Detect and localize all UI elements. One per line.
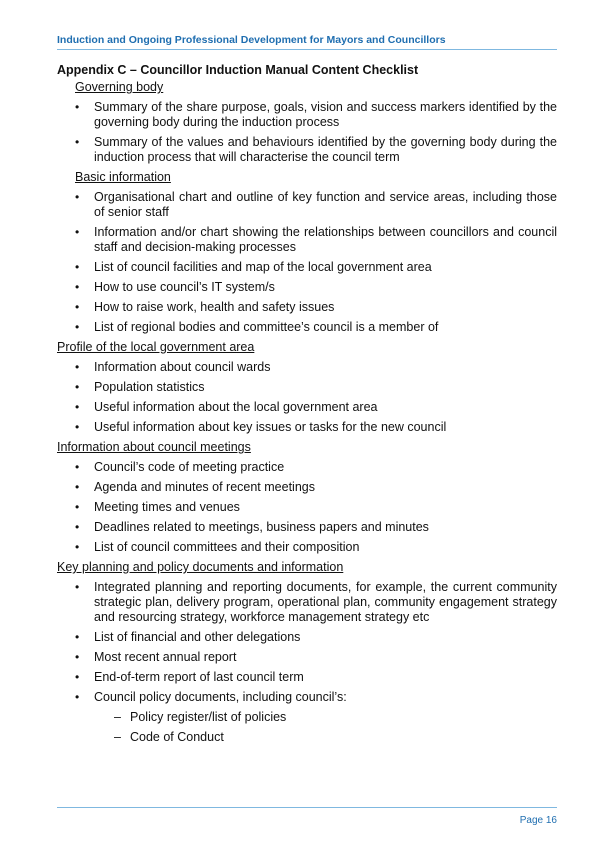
bullet-icon: •: [75, 260, 80, 274]
list-item: • Summary of the share purpose, goals, vision and success markers identified by the governing body during the induction process: [75, 100, 557, 129]
bullet-list: [57, 360, 557, 435]
appendix-title: Appendix C – Councillor Induction Manual Content Checklist: [57, 63, 419, 77]
running-header: Induction and Ongoing Professional Development for Mayors and Councillors: [57, 34, 557, 50]
list-item: • List of regional bodies and committee’s council is a member of: [75, 320, 439, 334]
document-body: [57, 63, 557, 750]
page-footer: [57, 807, 557, 826]
bullet-icon: •: [75, 630, 80, 644]
list-item: • Useful information about the local government area: [75, 400, 378, 414]
sublist-item: – Policy register/list of policies: [114, 710, 287, 724]
list-item: • End-of-term report of last council term: [75, 670, 304, 684]
sublist-item: – Code of Conduct: [114, 730, 224, 744]
bullet-icon: •: [75, 360, 80, 374]
section-heading-basic-information: Basic information: [75, 170, 171, 184]
section-heading-planning-documents: Key planning and policy documents and information: [57, 560, 344, 574]
bullet-icon: •: [75, 380, 80, 394]
bullet-icon: •: [75, 225, 80, 239]
bullet-list: [57, 100, 557, 165]
dash-icon: –: [114, 730, 121, 744]
list-item: • Information about council wards: [75, 360, 271, 374]
section-heading-lga-profile: Profile of the local government area: [57, 340, 255, 354]
list-item: • How to raise work, health and safety issues: [75, 300, 335, 314]
list-item: • Most recent annual report: [75, 650, 237, 664]
bullet-icon: •: [75, 480, 80, 494]
bullet-icon: •: [75, 580, 80, 594]
bullet-icon: •: [75, 670, 80, 684]
bullet-icon: •: [75, 320, 80, 334]
list-item: • Meeting times and venues: [75, 500, 240, 514]
list-item: • Deadlines related to meetings, business papers and minutes: [75, 520, 429, 534]
bullet-list: [57, 190, 557, 335]
dash-icon: –: [114, 710, 121, 724]
bullet-icon: •: [75, 100, 80, 114]
bullet-icon: •: [75, 690, 80, 704]
bullet-icon: •: [75, 135, 80, 149]
list-item: • Organisational chart and outline of key function and service areas, including those of senior staff: [75, 190, 557, 219]
section-heading-governing-body: Governing body: [75, 80, 164, 94]
list-item: • Population statistics: [75, 380, 205, 394]
list-item: • Summary of the values and behaviours identified by the governing body during the induction process that will characterise the council term: [75, 135, 557, 164]
bullet-list: [57, 460, 557, 555]
bullet-icon: •: [75, 540, 80, 554]
dash-sublist: [57, 710, 557, 745]
list-item: • Council’s code of meeting practice: [75, 460, 285, 474]
bullet-icon: •: [75, 300, 80, 314]
bullet-icon: •: [75, 500, 80, 514]
bullet-icon: •: [75, 400, 80, 414]
bullet-icon: •: [75, 190, 80, 204]
list-item: • Integrated planning and reporting documents, for example, the current community strategic plan, delivery program, operational plan, community engagement strategy and resourcing strategy, workforce management strategy etc: [75, 580, 557, 624]
bullet-icon: •: [75, 460, 80, 474]
bullet-icon: •: [75, 420, 80, 434]
list-item: • How to use council’s IT system/s: [75, 280, 275, 294]
list-item: • List of financial and other delegations: [75, 630, 301, 644]
list-item: • Agenda and minutes of recent meetings: [75, 480, 315, 494]
list-item: • Information and/or chart showing the relationships between councillors and council staff and decision-making processes: [75, 225, 557, 254]
bullet-list: [57, 580, 557, 705]
page-number: Page 16: [519, 815, 557, 826]
bullet-icon: •: [75, 520, 80, 534]
list-item: • Council policy documents, including council’s:: [75, 690, 347, 704]
list-item: • List of council facilities and map of the local government area: [75, 260, 432, 274]
section-heading-council-meetings: Information about council meetings: [57, 440, 251, 454]
list-item: • List of council committees and their composition: [75, 540, 360, 554]
bullet-icon: •: [75, 650, 80, 664]
list-item: • Useful information about key issues or tasks for the new council: [75, 420, 447, 434]
bullet-icon: •: [75, 280, 80, 294]
